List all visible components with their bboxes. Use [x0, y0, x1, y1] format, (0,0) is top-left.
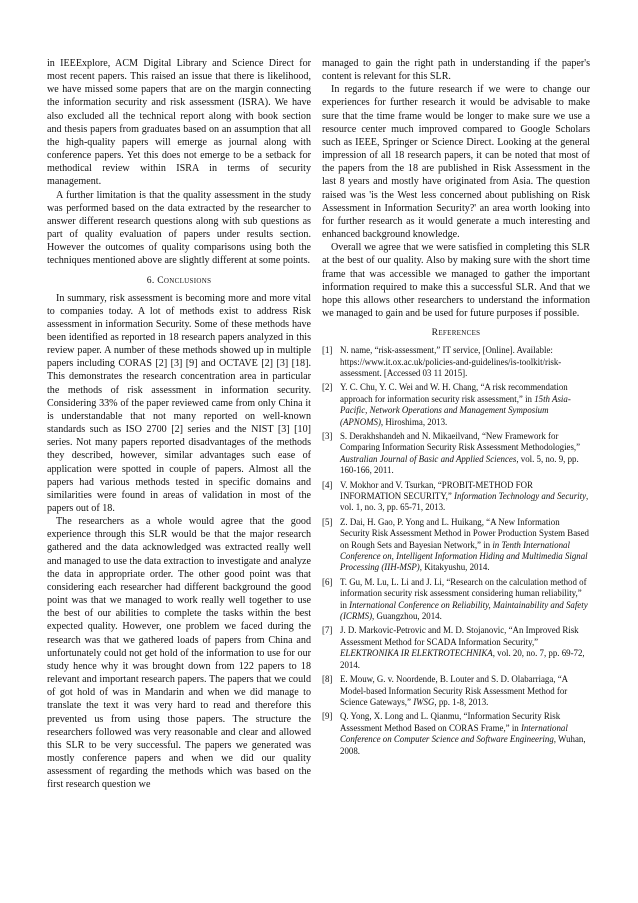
- reference-text-part: , Wuhan, 2008.: [340, 734, 586, 756]
- references-heading: [322, 327, 590, 338]
- reference-venue: IWSG: [413, 696, 435, 707]
- reference-text: [340, 382, 590, 428]
- reference-item: [322, 577, 590, 623]
- reference-item: [322, 480, 590, 514]
- reference-number: [2]: [322, 382, 333, 393]
- reference-text: [340, 625, 590, 671]
- reference-number: [1]: [322, 345, 333, 356]
- reference-number: [9]: [322, 711, 333, 722]
- reference-number: [5]: [322, 516, 333, 527]
- reference-item: [322, 674, 590, 708]
- reference-item: [322, 517, 590, 574]
- paragraph: In summary, risk assessment is becoming more and more vital to companies today. A lot of methods exist to address Risk assessment in information Security. Some of these methods have been identified as reported in 18 research papers analyzed in this review paper. A number of these methods showed up in multiple papers including CORAS [2] [3] [9] and OCTAVE [2] [3] [18]. This demonstrates the research concentration area in particular the methods of risk assessment in information security. Considering 33% of the paper reviewed came from only China it is understandable that not many reported on well-known standards such as ISO 2700 [2] series and the NIST [3] [10] series. Not many papers reported disadvantages of the methods they described, however, similar advantages such ease of application were spotted in couple of papers. Almost all the papers had various methods tested in specific domains and similarities were found in areas of validation in most of the papers out of 18.: [47, 292, 311, 514]
- reference-venue: ELEKTRONIKA IR ELEKTROTECHNIKA: [340, 648, 493, 659]
- reference-venue: in Tenth International Conference on, Intelligent Information Hiding and Multimedia Signal Processing (IIH-MSP): [340, 539, 588, 573]
- reference-text-part: E. Mouw, G. v. Noordende, B. Louter and S. D. Olabarriaga, “A Model-based Information Security Risk Assessment Method for Science Gateways,”: [340, 674, 568, 707]
- reference-text: [340, 431, 590, 477]
- reference-venue: 15th Asia-Pacific, Network Operations and Management Symposium (APNOMS): [340, 393, 571, 427]
- paragraph: A further limitation is that the quality assessment in the study was performed based on the data extracted by the researcher to answer different research questions along with sub questions as part of quality evaluation of papers under results section. However the outcomes of quality comparisons using both the techniques mentioned above are slightly different at some points.: [47, 189, 311, 267]
- reference-text-part: V. Mokhor and V. Tsurkan, “PROBIT-METHOD FOR INFORMATION SECURITY,”: [340, 479, 533, 501]
- reference-text: [340, 711, 590, 757]
- reference-text-part: Y. C. Chu, Y. C. Wei and W. H. Chang, “A risk recommendation approach for information security risk assessment,” in: [340, 382, 568, 404]
- reference-number: [3]: [322, 430, 333, 441]
- reference-text-part: , Hiroshima, 2013.: [380, 416, 448, 427]
- reference-text: [340, 517, 590, 574]
- reference-text-part: S. Derakhshandeh and N. Mikaeilvand, “New Framework for Comparing Information Security Risk Assessment Methodologies,”: [340, 430, 581, 453]
- reference-text-part: , Kitakyushu, 2014.: [419, 562, 490, 573]
- reference-text-part: J. D. Markovic-Petrovic and M. D. Stojanovic, “An Improved Risk Assessment Method for SCADA Information Security,”: [340, 625, 579, 647]
- paragraph: in IEEExplore, ACM Digital Library and Science Direct for most recent papers. This raised an issue that there is likelihood, we have missed some papers that are on the margin connecting the information security and risk assessment (ISRA). We have also excluded all the technical report along with book section and thesis papers from graduates based on an assumption that all the high-quality papers will emerge as journal along with conference papers. Yet this does not emerge to be a setback for methodical review within ISRA in terms of security management.: [47, 58, 311, 188]
- reference-text-part: , pp. 1-8, 2013.: [434, 696, 489, 707]
- reference-text-part: , vol. 5, no. 9, pp. 160-166, 2011.: [340, 453, 579, 476]
- reference-text: [340, 480, 590, 514]
- reference-text: N. name, “risk-assessment,” IT service, [Online]. Available: https://www.it.ox.ac.uk/policies-and-guidelines/is-toolkit/risk-assessment. [Accessed 03 11 2015].: [340, 345, 562, 378]
- paragraph: The researchers as a whole would agree that the good experience through this SLR would be that the major research gathered and the data acknowledged was extracted really well and managed to use the data extraction to investigate and analyze the data in appropriate order. The other good point was that considering each researcher had different background the good point was that we managed to work really well together to use the best of our abilities to complete the tasks within the best expected quality. However, one problem we faced during the research was that we gathered loads of papers from China and unfortunately could not get hold of the information to use for our study hence why it was brought down from 122 papers to 18 relevant and important research papers. The papers that we could of got hold of was in Mandarin and when we did manage to translate the text it was very hard to read and therefore this prevented us from using those papers. The structure the researchers followed was very reasonable and clear and allowed this SLR to be very successful. The papers we generated was mostly conference papers and when we did our quality assessment of regarding the methods which was based on the first research question we: [47, 516, 312, 791]
- reference-venue: Australian Journal of Basic and Applied Sciences: [340, 453, 517, 464]
- section-heading-text: 6. Conclusions: [146, 274, 212, 286]
- reference-item: [322, 431, 590, 477]
- paragraph: In regards to the future research if we were to change our experiences for further research it would be advisable to make sure that the time frame would be longer to make sure we use a resource center much improved compared to Google Scholars such as IEEE, Springer or Science Direct. Looking at the general impression of all 18 research papers, it can be noted that most of the papers from the 18 are published in Risk Assessment in the last 8 years and mostly have originated from Asia. The question raised was 'is the West less concerned about publishing on Risk Assessment in Information Security?' an area worth looking into for further research as it would generate a much interesting and enhanced background knowledge.: [322, 84, 590, 241]
- reference-text-part: Q. Yong, X. Long and L. Qianmu, “Information Security Risk Assessment Method Based on CORAS Frame,” in: [340, 711, 561, 733]
- reference-text-part: , Guangzhou, 2014.: [372, 611, 442, 622]
- reference-text-part: Z. Dai, H. Gao, P. Yong and L. Huikang, “A New Information Security Risk Assessment Method in Power Production System Based on Rough Sets and Bayesian Network,” in: [340, 516, 589, 550]
- reference-venue: International Conference on Computer Science and Software Engineering: [340, 722, 568, 745]
- reference-text: [340, 577, 590, 623]
- reference-number: [8]: [322, 674, 333, 685]
- right-column: [322, 57, 590, 760]
- left-column: [47, 57, 311, 791]
- reference-number: [7]: [322, 625, 333, 636]
- reference-text: [340, 674, 590, 708]
- reference-list: [322, 345, 590, 757]
- reference-item: [322, 345, 590, 379]
- reference-number: [4]: [322, 479, 333, 490]
- reference-venue: International Conference on Reliability, Maintainability and Safety (ICRMS): [340, 599, 588, 622]
- reference-text-part: T. Gu, M. Lu, L. Li and J. Li, “Research on the calculation method of information security risk assessment considering human reliability,” in: [340, 576, 587, 610]
- reference-item: [322, 382, 590, 428]
- paragraph: managed to gain the right path in understanding if the paper's content is relevant for this SLR.: [322, 58, 590, 83]
- reference-item: [322, 711, 590, 757]
- reference-text-part: , vol. 20, no. 7, pp. 69-72, 2014.: [340, 648, 585, 670]
- paragraph: Overall we agree that we were satisfied in completing this SLR at the best of our quality. Also by making sure with the short time frame that was accessible we managed to gather the important information required to make this a successful SLR. And that we hope this allows other researchers to understand the information we managed to gain and be used for future purposes if possible.: [322, 242, 590, 319]
- reference-text-part: , vol. 1, no. 3, pp. 65-71, 2013.: [340, 491, 589, 513]
- references-heading-text: References: [431, 327, 481, 339]
- section-heading: [47, 275, 311, 286]
- reference-item: [322, 625, 590, 671]
- reference-number: [6]: [322, 576, 333, 587]
- reference-venue: Information Technology and Security: [453, 491, 587, 501]
